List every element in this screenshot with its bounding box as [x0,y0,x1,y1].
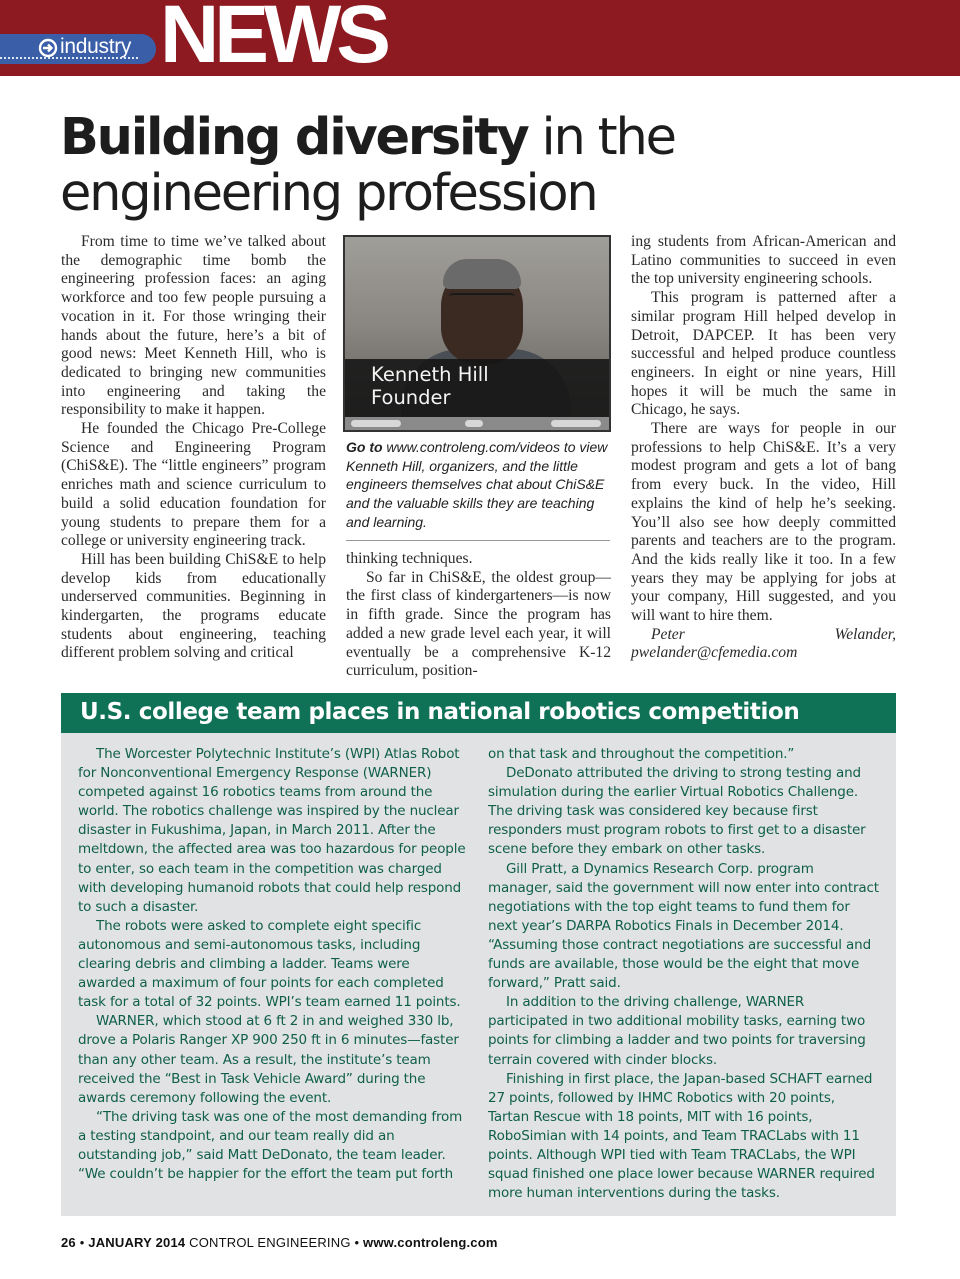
page-headline [60,110,780,222]
progress-segment [351,420,401,427]
sidebar-paragraph: DeDonato attributed the driving to strong testing and simulation during the earlier Virtual Robotics Challenge. The driving task was considered key because first responders must program robots to first get to a disaster scene before they embark on other tasks. [488,765,866,858]
caption-text: www.controleng.com/videos to view Kenneth Hill, organizers, and the little engineers themselves chat about ChiS&E and the valuable skills they are teaching and learning. [346,439,608,530]
footer-url: www.controleng.com [363,1235,498,1250]
sidebar-column-1 [78,745,470,1184]
section-tag [0,34,156,64]
tag-dotted-rule [0,57,138,59]
arrow-circle-icon [38,38,58,58]
sidebar-paragraph: WARNER, which stood at 6 ft 2 in and weighed 330 lb, drove a Polaris Ranger XP 900 250 ft in 6 minutes—faster than any other team. As a result, the institute’s team received the “Best in Task Vehicle Award” during the awards ceremony following the event. [78,1013,459,1106]
issue-date: JANUARY 2014 [88,1235,186,1250]
headline-rest: in the engineering profession [60,108,675,223]
photo-caption [346,438,608,532]
caption-lead: Go to [346,439,383,455]
article-column-2 [346,550,611,681]
footer-bullet: • [354,1235,360,1250]
footer-bullet: • [79,1235,85,1250]
page-footer [61,1235,498,1250]
article-column-3 [631,233,896,663]
author-signature: Peter Welander, pwelander@cfemedia.com [631,625,896,662]
headline-bold: Building diversity [60,108,528,167]
article-column-1 [61,233,326,663]
progress-segment [551,420,601,427]
robotics-sidebar [61,693,896,1216]
article-paragraph: From time to time we’ve talked about the demographic time bomb the engineering profession faces: an aging workforce and too few people pursuing a vocation in it. For those wringing their hands about the future, here’s a bit of good news: Meet Kenneth Hill, who is dedicated to bringing new communities into engineering and taking the responsibility to make it happen. [61,233,326,419]
portrait-hair [443,259,521,289]
sidebar-paragraph: The robots were asked to complete eight specific autonomous and semi-autonomous tasks, including clearing debris and climbing a ladder. Teams were awarded a maximum of four points for each completed task for a total of 32 points. WPI’s team earned 11 points. [78,917,461,1011]
sidebar-paragraph: Gill Pratt, a Dynamics Research Corp. program manager, said the government will now enter into contract negotiations with the top eight teams to fund them for next year’s DARPA Robotics Finals in December 2014. “Assuming those contract negotiations are successful and funds are available, those would be the eight that move forward,” Pratt said. [488,860,879,992]
sidebar-column-2 [488,745,880,1203]
article-paragraph: thinking techniques. [346,550,473,567]
article-paragraph: Hill has been building ChiS&E to help develop kids from educationally underserved communities. Beginning in kindergarten, the programs educate students about engineering, teaching different problem solving and critical [61,550,326,662]
portrait-glasses [449,293,515,309]
lower-third-text [371,363,489,409]
sidebar-header [61,693,896,733]
article-paragraph: There are ways for people in our professions to help ChiS&E. It’s a very modest program and gets a lot of bang from every buck. In the video, Hill explains the kind of help he’s seeking. You’ll also see how deeply committed parents and teachers are to the program. And the kids really like it too. In a few years they may be applying for jobs at your company, Hill suggested, and you will want to hire them. [631,420,896,625]
section-tag-label: industry [60,35,132,58]
article-paragraph: He founded the Chicago Pre-College Science and Engineering Program (ChiS&E). The “little engineers” program enriches math and science curriculum to build a solid education foundation for young students to prepare them for a college or university engineering track. [61,420,326,550]
caption-divider [346,540,610,541]
progress-segment [465,420,483,427]
video-progress-bar[interactable] [345,417,609,430]
sidebar-title: U.S. college team places in national robotics competition [80,699,800,725]
sidebar-paragraph: Finishing in first place, the Japan-based SCHAFT earned 27 points, followed by IHMC Robotics with 20 points, Tartan Rescue with 18 points, MIT with 16 points, RoboSimian with 14 points, and Team TRACLabs with 11 points. Although WPI tied with Team TRACLabs, the WPI squad finished one place lower because WARNER required more human interventions during the tasks. [488,1070,875,1202]
sidebar-paragraph: “The driving task was one of the most demanding from a testing standpoint, and our team really did an outstanding job,” said Matt DeDonato, the team leader. “We couldn’t be happier for the effort the team put forth [78,1108,463,1183]
magazine-name: CONTROL ENGINEERING [189,1235,351,1250]
section-title: NEWS [160,0,386,80]
sidebar-paragraph: The Worcester Polytechnic Institute’s (WPI) Atlas Robot for Nonconventional Emergency Response (WARNER) competed against 16 robotics teams from around the world. The robotics challenge was inspired by the nuclear disaster in Fukushima, Japan, in March 2011. After the meltdown, the affected area was too hazardous for people to enter, so each team in the competition was charged with developing humanoid robots that could help respond to such a disaster. [78,746,466,915]
article-paragraph: ing students from African-American and Latino communities to succeed in even the top university engineering schools. [631,233,896,288]
lower-third-name: Kenneth Hill [371,363,489,386]
sidebar-paragraph: In addition to the driving challenge, WARNER participated in two additional mobility tasks, earning two points for climbing a ladder and two points for traversing terrain covered with cinder blocks. [488,994,866,1068]
article-paragraph: This program is patterned after a similar program Hill helped develop in Detroit, DAPCEP. It has been very successful and helped produce countless engineers. In eight or nine years, Hill hopes it will be much the same in Chicago, he says. [631,289,896,419]
page-number: 26 [61,1235,76,1250]
lower-third-role: Founder [371,386,451,409]
sidebar-paragraph: on that task and throughout the competition.” [488,746,795,762]
article-paragraph: So far in ChiS&E, the oldest group—the first class of kindergarteners—is now in fifth grade. Since the program has added a new grade level each year, it will eventually be a comprehensive K-12 curriculum, position- [346,568,611,680]
video-thumbnail[interactable] [345,237,609,430]
